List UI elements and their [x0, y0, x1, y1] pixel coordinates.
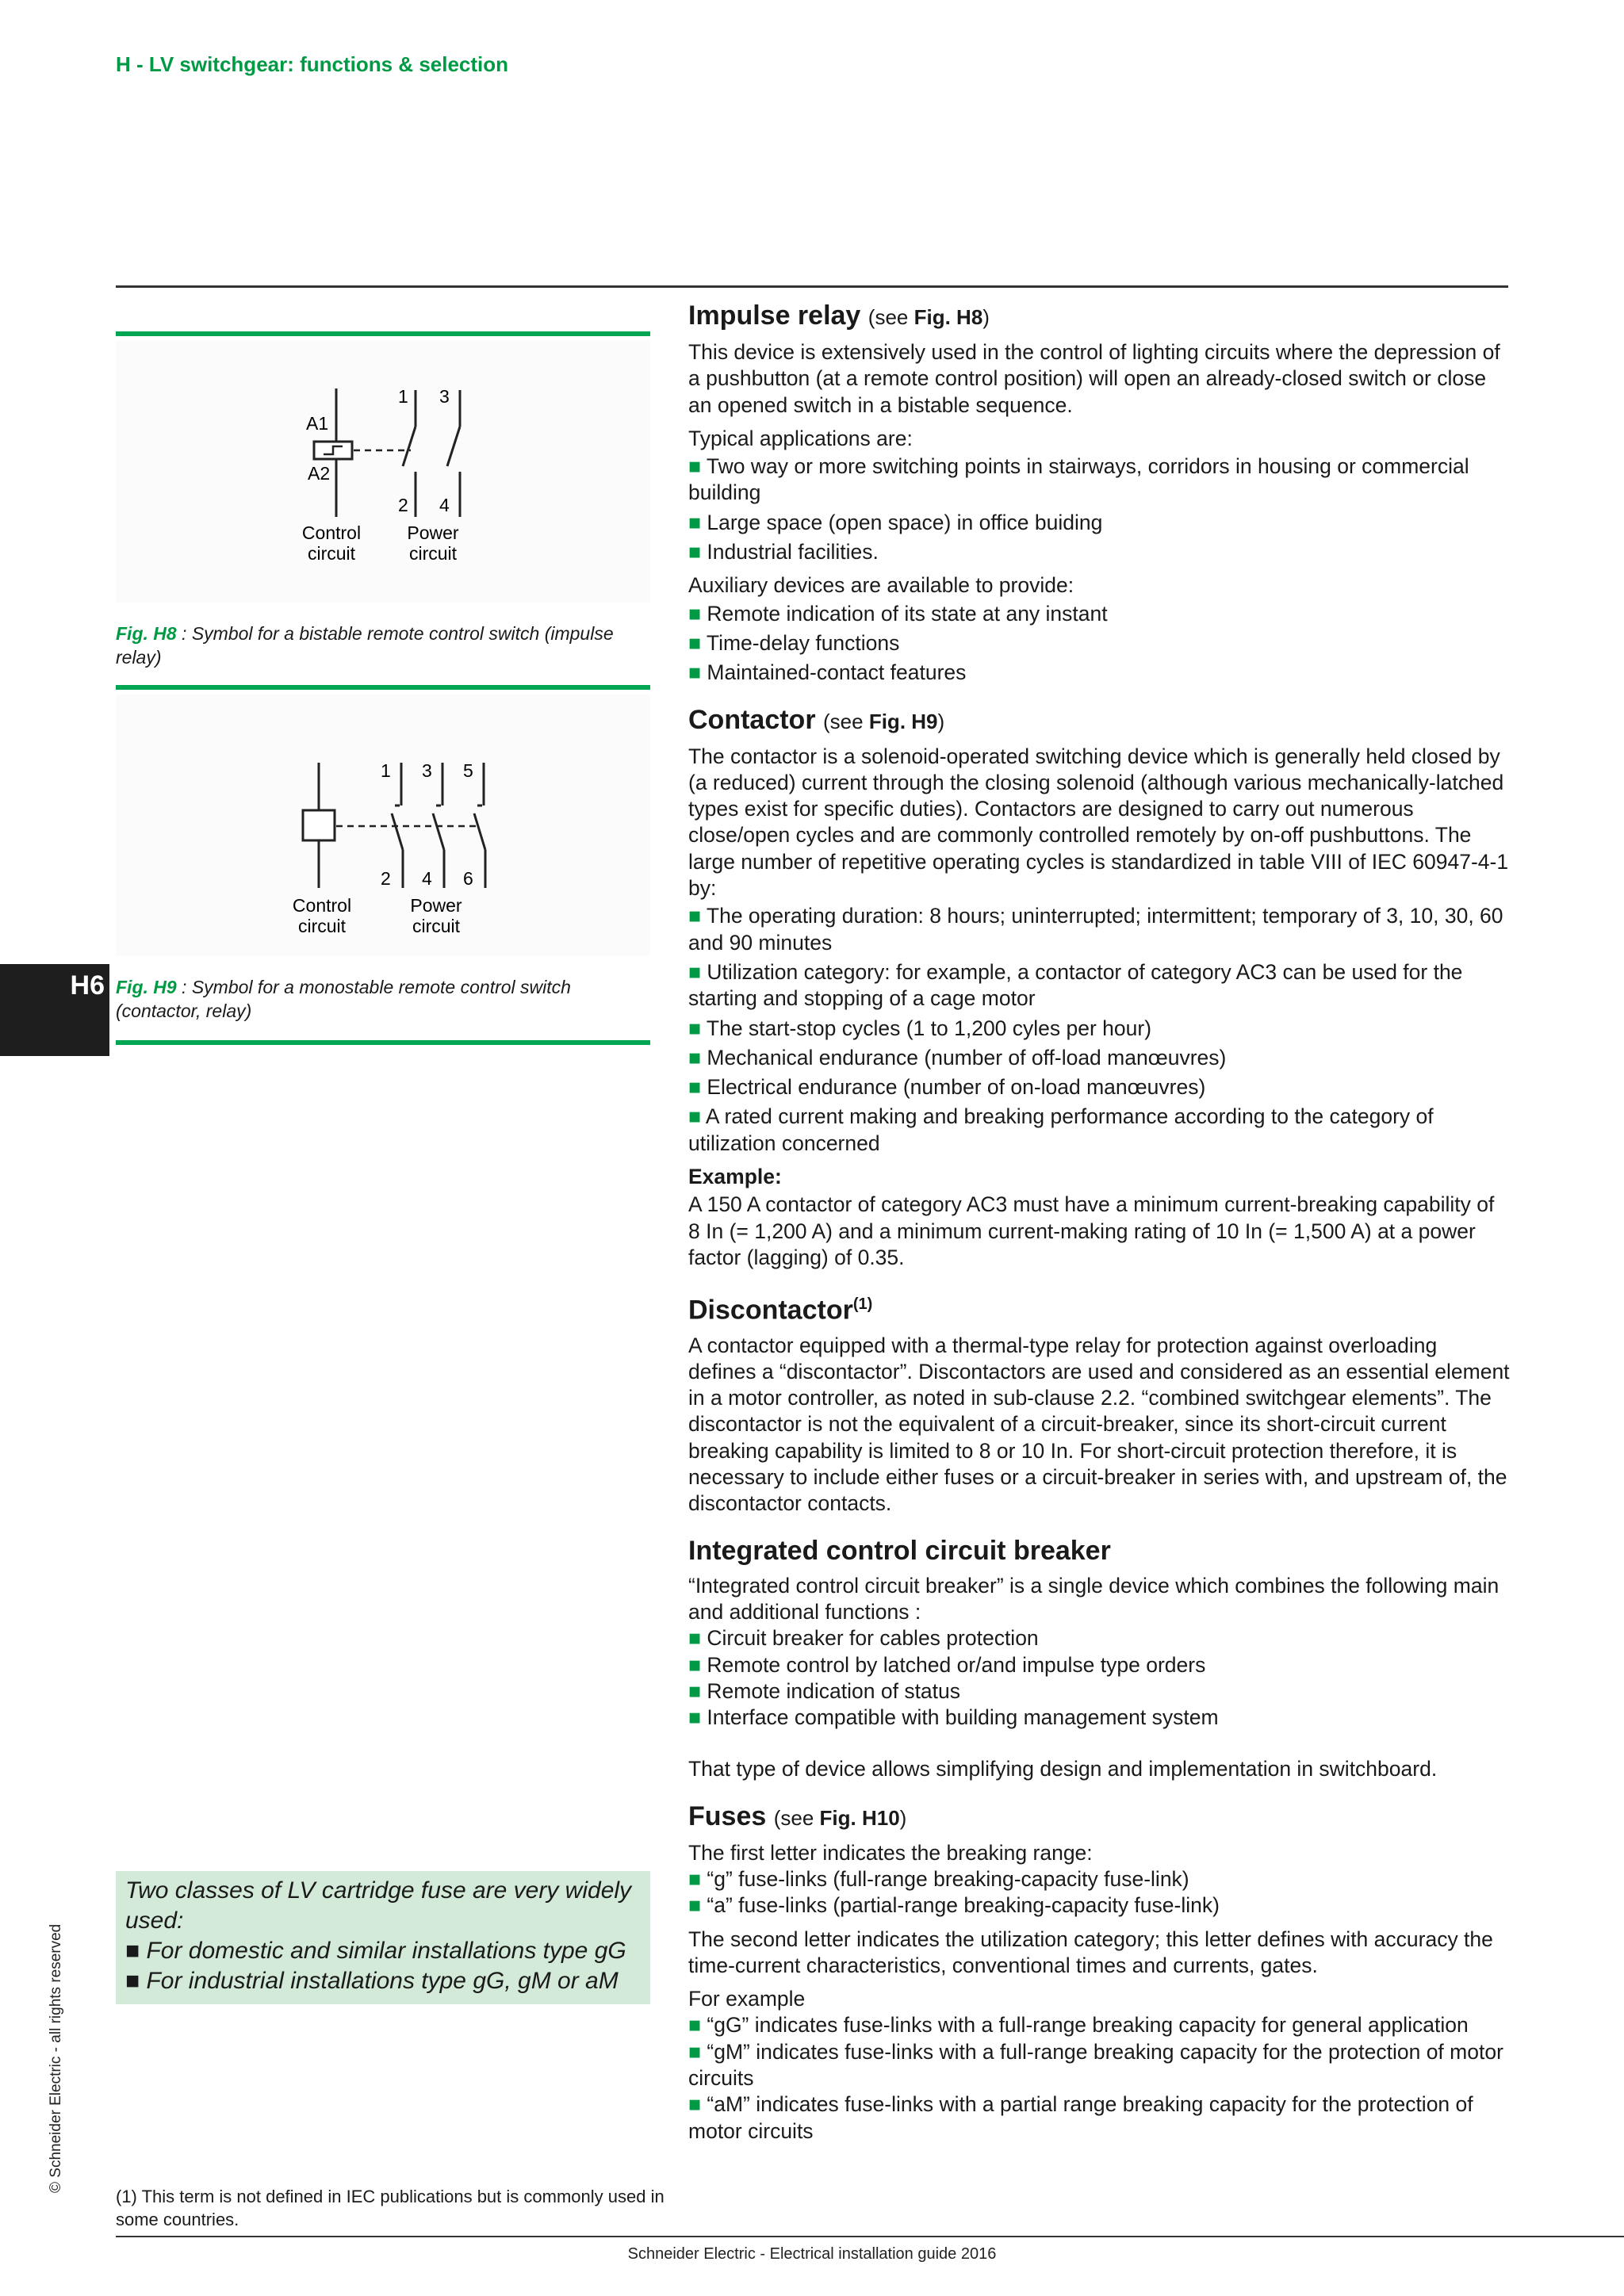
terminal-5-label: 5 — [463, 760, 473, 781]
list-item: ■ “a” fuse-links (partial-range breaking-capacity fuse-link) — [688, 1892, 1510, 1919]
bullet-list — [688, 903, 1510, 1157]
figure-h9 — [116, 695, 650, 956]
bullet-list — [688, 1625, 1510, 1731]
footer-text: Schneider Electric - Electrical installation guide 2016 — [627, 2245, 997, 2263]
bullet-list — [688, 1866, 1510, 1919]
paragraph: The first letter indicates the breaking range: — [688, 1840, 1093, 1865]
figure-divider — [116, 331, 650, 336]
power-circuit-label: Power — [407, 522, 459, 543]
list-item: ■ Utilization category: for example, a contactor of category AC3 can be used for the starting and stopping of a cage motor — [688, 959, 1510, 1012]
section-title: Integrated control circuit breaker — [688, 1535, 1111, 1566]
terminal-a1-label: A1 — [306, 413, 329, 434]
terminal-3-label: 3 — [439, 386, 450, 407]
terminal-3-label: 3 — [422, 760, 432, 781]
figure-reference: Fig. H10 — [819, 1805, 900, 1830]
paragraph: For example — [688, 1987, 806, 2011]
section-title: Impulse relay (see Fig. H8) — [688, 300, 990, 331]
power-circuit-label-2: circuit — [408, 543, 458, 564]
header-divider — [116, 285, 1508, 288]
figure-reference: Fig. H8 — [914, 305, 983, 329]
bullet-list — [688, 2012, 1510, 2144]
paragraph: Typical applications are: — [688, 426, 913, 450]
power-circuit-label-2: circuit — [412, 916, 461, 936]
control-circuit-label: Control — [301, 522, 362, 543]
section-integrated-ccb — [688, 1535, 1510, 1783]
list-item: ■ “gG” indicates fuse-links with a full-range breaking capacity for general application — [688, 2012, 1510, 2038]
paragraph: That type of device allows simplifying design and implementation in switchboard. — [688, 1757, 1438, 1781]
example-label: Example: — [688, 1165, 782, 1189]
terminal-2-label: 2 — [398, 495, 408, 515]
control-circuit-label: Control — [292, 895, 352, 916]
contactor-symbol — [116, 695, 650, 956]
figure-h9-ref: Fig. H9 — [116, 977, 177, 997]
list-item: ■ Mechanical endurance (number of off-load manœuvres) — [688, 1045, 1510, 1071]
callout-intro: Two classes of LV cartridge fuse are very widely used: — [125, 1877, 632, 1934]
list-item: ■ Circuit breaker for cables protection — [688, 1625, 1510, 1651]
terminal-4-label: 4 — [439, 495, 450, 515]
terminal-2-label: 2 — [381, 868, 391, 889]
list-item: ■ The operating duration: 8 hours; uninterrupted; intermittent; temporary of 3, 10, 30, 60 and 90 minutes — [688, 903, 1510, 956]
page-number: H6 — [70, 970, 105, 1001]
list-item: ■ Two way or more switching points in stairways, corridors in housing or commercial building — [688, 453, 1510, 507]
terminal-1-label: 1 — [398, 386, 408, 407]
figure-divider — [116, 1040, 650, 1045]
terminal-4-label: 4 — [422, 868, 432, 889]
list-item: ■ Remote control by latched or/and impulse type orders — [688, 1652, 1510, 1678]
control-circuit-label-2: circuit — [297, 916, 347, 936]
footer-divider — [116, 2236, 1624, 2237]
list-item: ■ Time-delay functions — [688, 630, 1510, 656]
list-item: ■ A rated current making and breaking performance according to the category of utilization concerned — [688, 1104, 1510, 1157]
header-title: H - LV switchgear: functions & selection — [116, 52, 509, 76]
fuse-classes-callout — [116, 1871, 650, 2004]
figure-h8-caption-text: : Symbol for a bistable remote control switch (impulse relay) — [116, 623, 614, 668]
section-title: Discontactor$^{(1)}$ — [688, 1295, 873, 1326]
section-discontactor — [688, 1288, 1510, 1517]
figure-h9-caption-text: : Symbol for a monostable remote control switch (contactor, relay) — [116, 977, 571, 1021]
power-circuit-label: Power — [410, 895, 462, 916]
section-impulse-relay — [688, 300, 1510, 687]
figure-reference: Fig. H9 — [868, 709, 938, 733]
list-item: ■ “g” fuse-links (full-range breaking-capacity fuse-link) — [688, 1866, 1510, 1892]
list-item: ■ Large space (open space) in office buiding — [688, 510, 1510, 536]
callout-item: ■ For domestic and similar installations type gG — [125, 1938, 626, 1964]
figure-h9-caption — [116, 975, 650, 1023]
bullet-list — [688, 453, 1510, 565]
list-item: ■ Interface compatible with building management system — [688, 1705, 1510, 1731]
list-item: ■ Industrial facilities. — [688, 539, 1510, 565]
callout-item: ■ For industrial installations type gG, gM or aM — [125, 1968, 619, 1994]
bullet-list — [688, 601, 1510, 687]
page-section-tab — [0, 964, 109, 1056]
paragraph: Auxiliary devices are available to provide: — [688, 573, 1074, 598]
section-title: Fuses (see Fig. H10) — [688, 1800, 907, 1831]
list-item: ■ Maintained-contact features — [688, 660, 1510, 686]
control-circuit-label-2: circuit — [307, 543, 356, 564]
terminal-6-label: 6 — [463, 868, 473, 889]
paragraph: The second letter indicates the utilization category; this letter defines with accuracy the time-current characteristics, conventional times and currents, gates. — [688, 1927, 1493, 1977]
section-title: Contactor (see Fig. H9) — [688, 704, 945, 735]
figure-h8-caption — [116, 622, 650, 669]
copyright-notice: © Schneider Electric - all rights reserved — [48, 1923, 64, 2193]
footnote: (1) This term is not defined in IEC publications but is commonly used in some countries. — [116, 2187, 665, 2229]
footnote-marker: (1) — [852, 1295, 873, 1314]
section-fuses — [688, 1800, 1510, 2145]
terminal-1-label: 1 — [381, 760, 391, 781]
paragraph: A 150 A contactor of category AC3 must have a minimum current-breaking capability of 8 In (= 1,200 A) and a minimum current-making rating of 10 In (= 1,500 A) at a power factor (lagging) of 0.35. — [688, 1192, 1495, 1269]
main-content — [688, 300, 1510, 2162]
list-item: ■ “aM” indicates fuse-links with a partial range breaking capacity for the protection of motor circuits — [688, 2091, 1510, 2145]
figure-h8 — [116, 341, 650, 603]
list-item: ■ Remote indication of status — [688, 1678, 1510, 1705]
figure-h8-ref: Fig. H8 — [116, 623, 177, 644]
paragraph: This device is extensively used in the control of lighting circuits where the depression of a pushbutton (at a remote control position) will open an already-closed switch or close an opened switch in a bistable sequence. — [688, 340, 1500, 417]
list-item: ■ Electrical endurance (number of on-load manœuvres) — [688, 1074, 1510, 1100]
paragraph: A contactor equipped with a thermal-type relay for protection against overloading defines a “discontactor”. Discontactors are used and considered as an essential element in a motor controller, as noted in sub-clause 2.2. “combined switchgear elements”. The discontactor is not the equivalent of a circuit-breaker, since its short-circuit current breaking capability is limited to 8 or 10 In. For short-circuit protection therefore, it is necessary to include either fuses or a circuit-breaker in series with, and upstream of, the discontactor contacts. — [688, 1333, 1510, 1516]
impulse-relay-symbol — [116, 341, 650, 603]
terminal-a2-label: A2 — [308, 463, 331, 484]
section-contactor — [688, 704, 1510, 1272]
list-item: ■ Remote indication of its state at any instant — [688, 601, 1510, 627]
paragraph: “Integrated control circuit breaker” is a single device which combines the following main and additional functions : — [688, 1573, 1500, 1624]
list-item: ■ The start-stop cycles (1 to 1,200 cyles per hour) — [688, 1016, 1510, 1042]
list-item: ■ “gM” indicates fuse-links with a full-range breaking capacity for the protection of motor circuits — [688, 2039, 1510, 2092]
figure-divider — [116, 685, 650, 690]
paragraph: The contactor is a solenoid-operated switching device which is generally held closed by (a reduced) current through the closing solenoid (although various mechanically-latched types exist for specific duties). Contactors are designed to carry out numerous close/open cycles and are commonly controlled remotely by on-off pushbuttons. The large number of repetitive operating cycles is standardized in table VIII of IEC 60947-4-1 by: — [688, 744, 1509, 901]
